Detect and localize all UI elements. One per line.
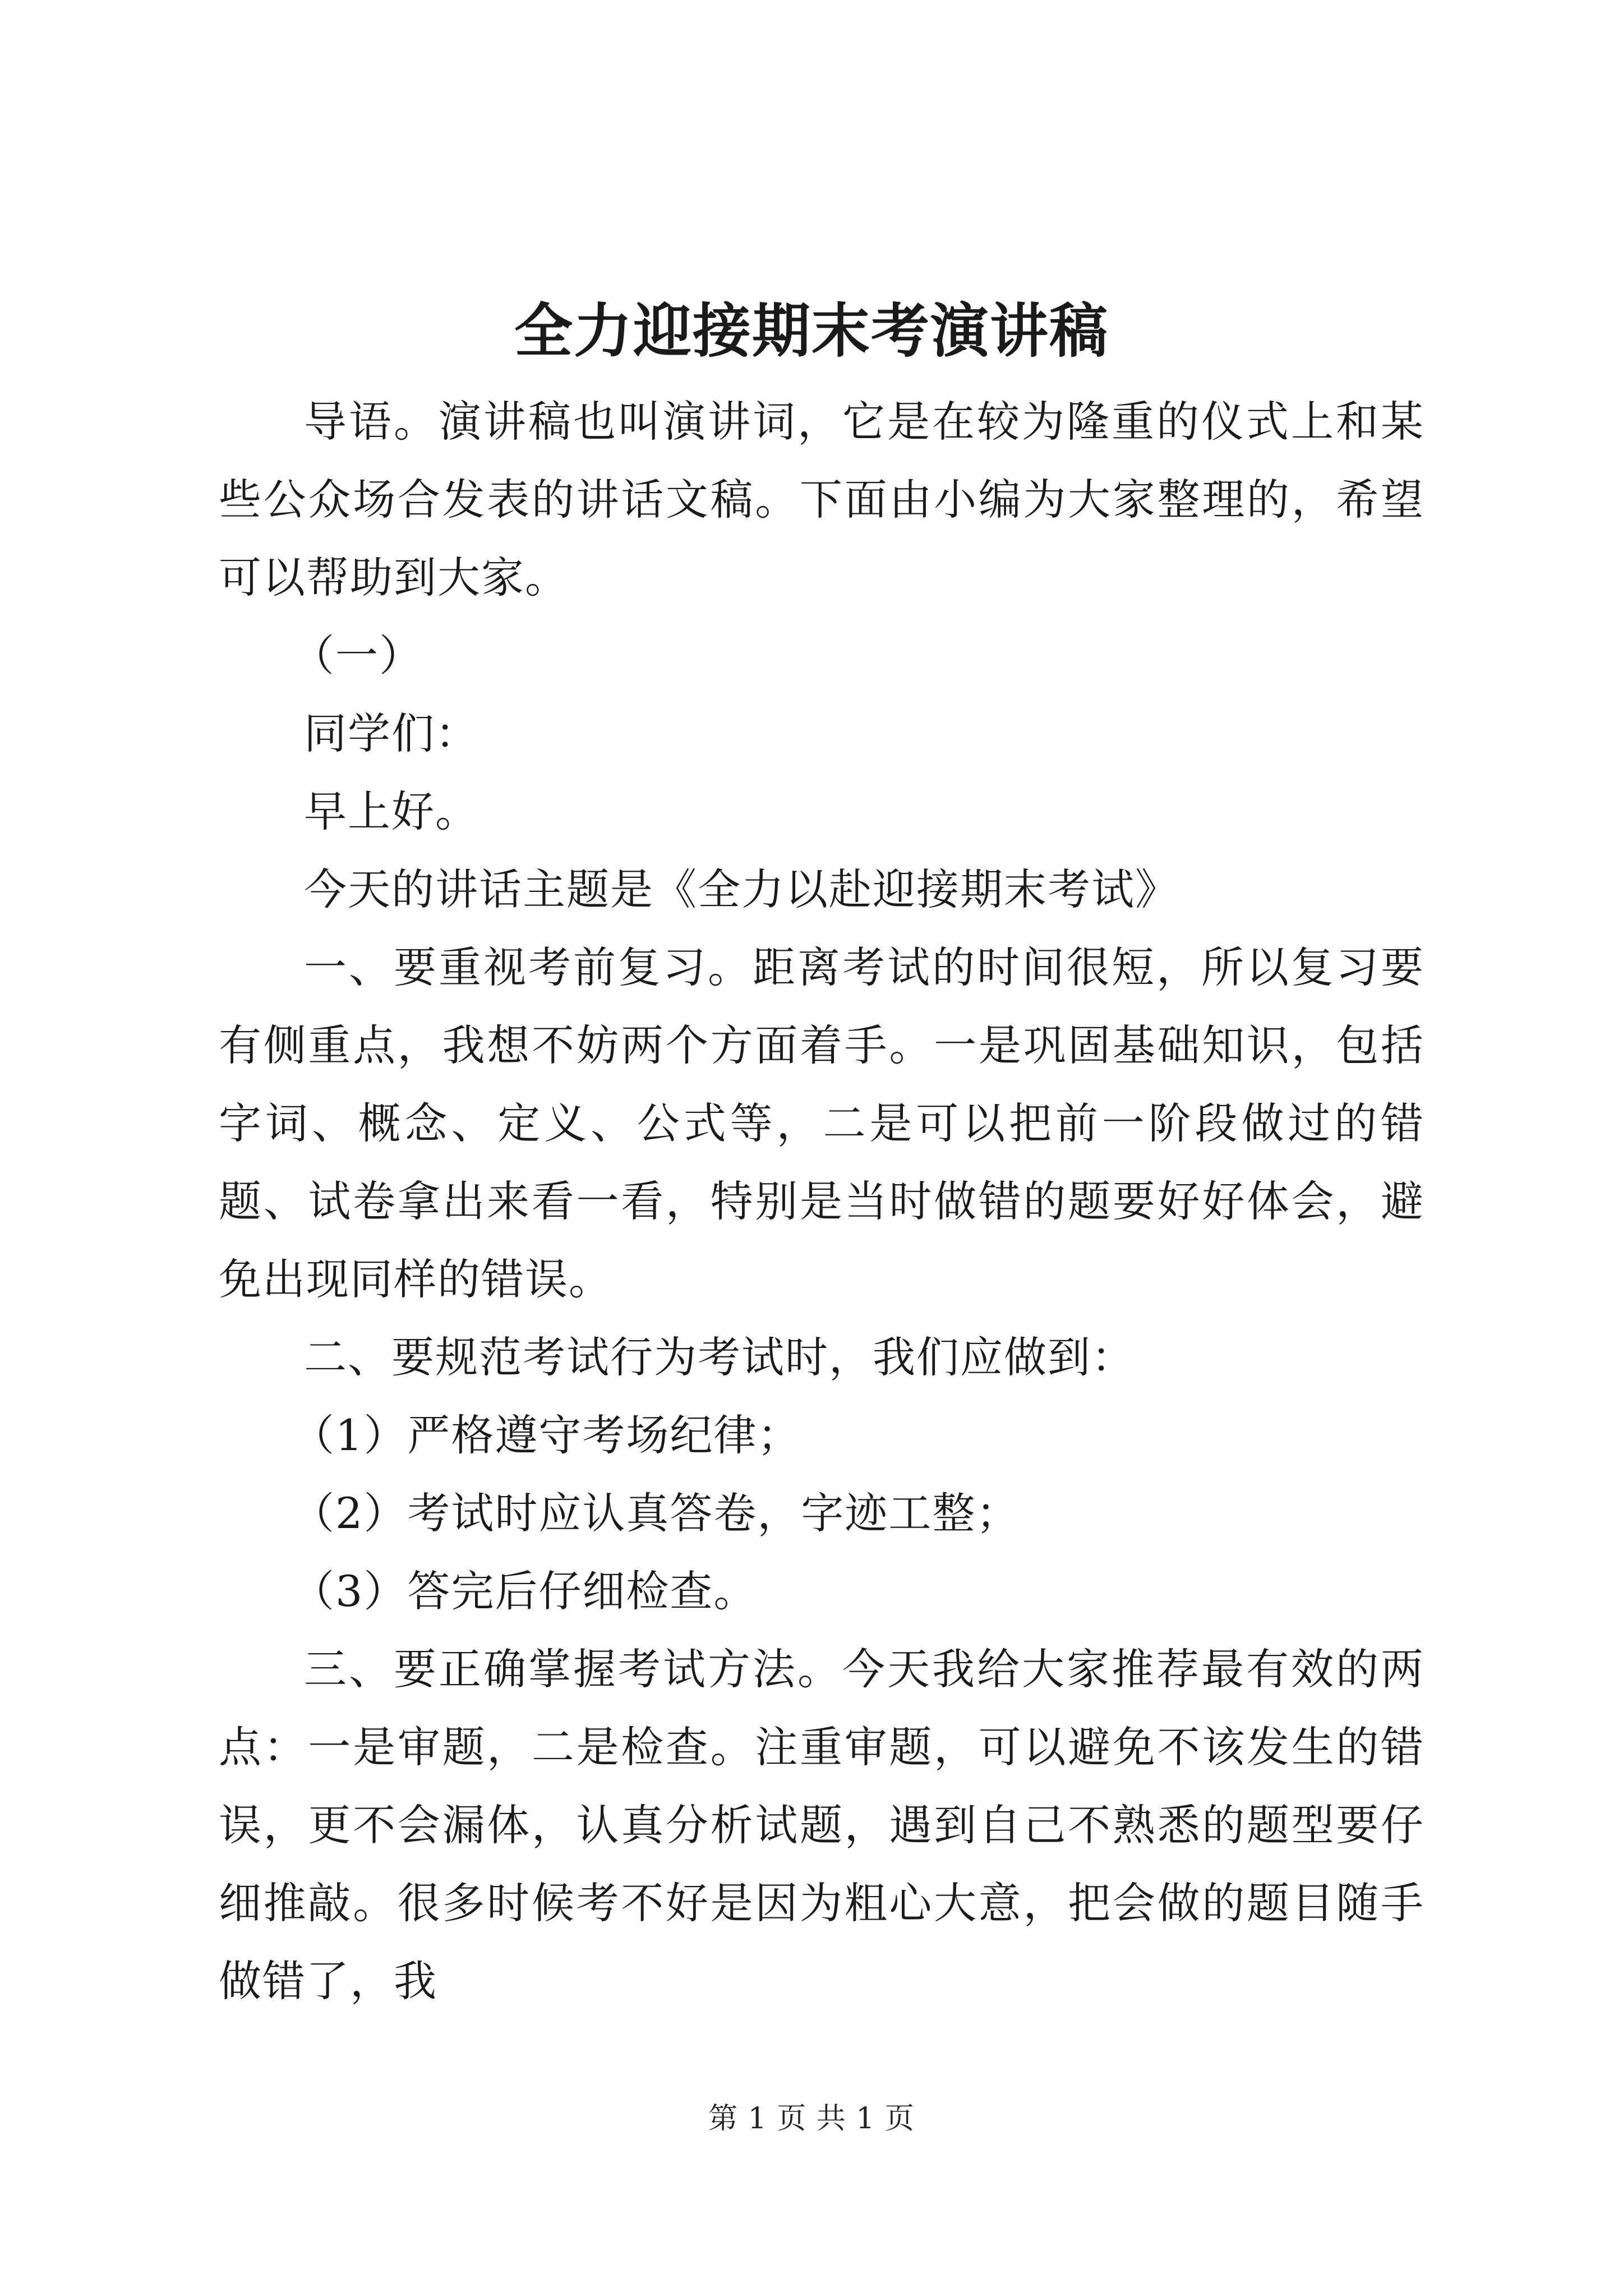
point-three-paragraph: 三、要正确掌握考试方法。今天我给大家推荐最有效的两点：一是审题，二是检查。注重审题，可以避免不该发生的错误，更不会漏体，认真分析试题，遇到自己不熟悉的题型要仔细推敲。很多时候考不好是因为粗心大意，把会做的题目随手做错了，我 <box>219 1644 1424 2006</box>
document-title: 全力迎接期末考演讲稿 <box>514 296 1109 365</box>
point-one-paragraph: 一、要重视考前复习。距离考试的时间很短，所以复习要有侧重点，我想不妨两个方面着手。一是巩固基础知识，包括字词、概念、定义、公式等，二是可以把前一阶段做过的错题、试卷拿出来看一看，特别是当时做错的题要好好体会，避免出现同样的错误。 <box>219 942 1424 1304</box>
intro-paragraph: 导语。演讲稿也叫演讲词，它是在较为隆重的仪式上和某些公众场合发表的讲话文稿。下面由小编为大家整理的，希望可以帮助到大家。 <box>219 397 1424 602</box>
greeting: 早上好。 <box>304 786 479 836</box>
document-body <box>219 383 1424 2020</box>
list-item: （2）考试时应认真答卷，字迹工整； <box>292 1488 1020 1538</box>
salutation: 同学们： <box>304 708 479 758</box>
page-footer: 第 1 页 共 1 页 <box>708 2102 915 2136</box>
list-item: （3）答完后仔细检查。 <box>292 1566 758 1616</box>
section-heading: （一） <box>292 631 423 680</box>
topic-paragraph: 今天的讲话主题是《全力以赴迎接期末考试》 <box>304 864 1179 914</box>
list-item: （1）严格遵守考场纪律； <box>292 1410 801 1460</box>
point-two-paragraph: 二、要规范考试行为考试时，我们应做到： <box>304 1332 1135 1382</box>
